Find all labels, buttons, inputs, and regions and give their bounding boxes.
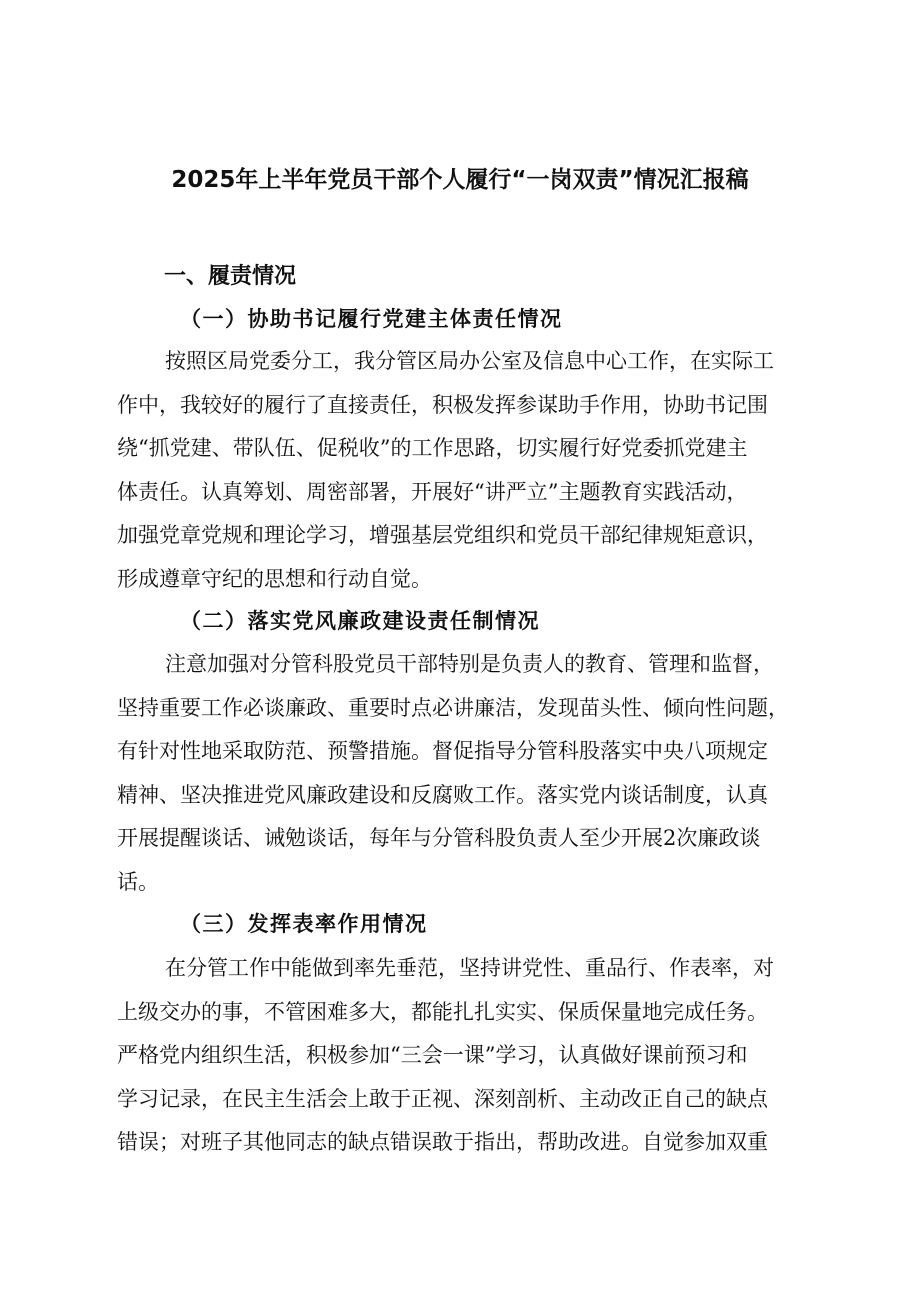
section-heading: 一、履责情况 (164, 264, 297, 289)
paragraph-line: 上级交办的事，不管困难多大，都能扎扎实实、保质保量地完成任务。 (117, 999, 768, 1024)
paragraph-line: 绕“抓党建、带队伍、促税收”的工作思路，切实履行好党委抓党建主 (117, 436, 748, 461)
paragraph-line: 按照区局党委分工，我分管区局办公室及信息中心工作，在实际工 (165, 349, 774, 373)
document-title: 2025年上半年党员干部个人履行“一岗双责”情况汇报稿 (171, 167, 749, 193)
paragraph-line: 坚持重要工作必谈廉政、重要时点必讲廉洁，发现苗头性、倾向性问题， (117, 695, 789, 720)
paragraph-line: 在分管工作中能做到率先垂范，坚持讲党性、重品行、作表率，对 (165, 956, 774, 980)
paragraph-line: 加强党章党规和理论学习，增强基层党组织和党员干部纪律规矩意识， (117, 523, 768, 548)
paragraph-line: 话。 (117, 869, 159, 894)
paragraph-line: 作中，我较好的履行了直接责任，积极发挥参谋助手作用，协助书记围 (117, 392, 768, 417)
paragraph-line: 精神、坚决推进党风廉政建设和反腐败工作。落实党内谈话制度，认真 (117, 782, 768, 807)
subsection-heading-1: （一）协助书记履行党建主体责任情况 (180, 306, 563, 331)
subsection-2-paragraph (117, 643, 847, 905)
paragraph-line: 学习记录，在民主生活会上敢于正视、深刻剖析、主动改正自己的缺点 (117, 1086, 768, 1111)
paragraph-line: 体责任。认真筹划、周密部署，开展好“讲严立”主题教育实践活动， (117, 479, 748, 504)
subsection-1-paragraph (117, 340, 847, 602)
subsection-heading-3: （三）发挥表率作用情况 (180, 911, 428, 936)
paragraph-line: 形成遵章守纪的思想和行动自觉。 (117, 566, 432, 591)
subsection-3-paragraph (117, 947, 847, 1165)
paragraph-line: 严格党内组织生活，积极参加“三会一课”学习，认真做好课前预习和 (117, 1043, 748, 1068)
paragraph-line: 有针对性地采取防范、预警措施。督促指导分管科股落实中央八项规定 (117, 739, 768, 764)
paragraph-line: 注意加强对分管科股党员干部特别是负责人的教育、管理和监督， (165, 652, 774, 676)
paragraph-line: 开展提醒谈话、诫勉谈话，每年与分管科股负责人至少开展2次廉政谈 (117, 826, 761, 851)
subsection-heading-2: （二）落实党风廉政建设责任制情况 (180, 608, 540, 633)
paragraph-line: 错误；对班子其他同志的缺点错误敢于指出，帮助改进。自觉参加双重 (117, 1130, 768, 1155)
